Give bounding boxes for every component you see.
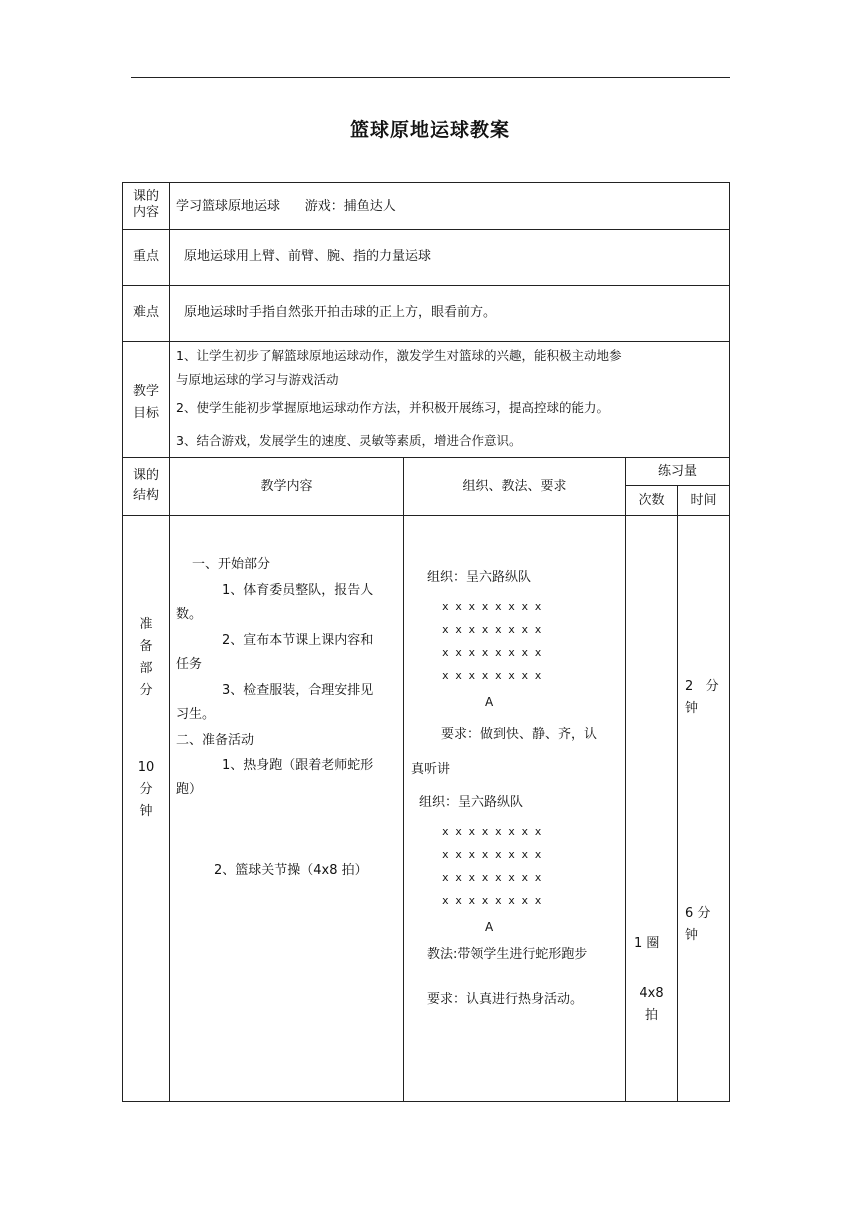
key-point-label: 重点 bbox=[132, 249, 159, 264]
times-value: 1 圈 bbox=[634, 936, 660, 951]
content-line: 跑） bbox=[176, 782, 203, 797]
content-line: 习生。 bbox=[176, 707, 216, 722]
requirement-1-line1: 要求：做到快、静、齐，认 bbox=[441, 727, 598, 742]
content-line: 一、开始部分 bbox=[192, 557, 271, 572]
goal-item: 1、让学生初步了解篮球原地运球动作，激发学生对篮球的兴趣，能积极主动地参 bbox=[176, 348, 622, 363]
section-name: 准 备 部 分 bbox=[139, 617, 153, 698]
duration-header: 时间 bbox=[690, 493, 717, 508]
organization-2: 组织：呈六路纵队 bbox=[419, 795, 524, 810]
times-value: 4x8 拍 bbox=[639, 986, 664, 1023]
lesson-content-text: 学习篮球原地运球 游戏：捕鱼达人 bbox=[176, 199, 396, 214]
difficulty-label: 难点 bbox=[132, 305, 159, 320]
duration-value: 2 分 钟 bbox=[685, 679, 719, 716]
content-line: 二、准备活动 bbox=[176, 733, 255, 748]
content-line: 任务 bbox=[176, 657, 203, 672]
formation-row: x x x x x x x x bbox=[442, 825, 542, 838]
requirement-2: 要求：认真进行热身活动。 bbox=[427, 992, 584, 1007]
times-header: 次数 bbox=[638, 493, 665, 508]
content-line: 2、宣布本节课上课内容和 bbox=[222, 633, 374, 648]
formation-row: x x x x x x x x bbox=[442, 623, 542, 636]
method-2: 教法:带领学生进行蛇形跑步 bbox=[427, 947, 588, 962]
formation-row: x x x x x x x x bbox=[442, 871, 542, 884]
formation-row: x x x x x x x x bbox=[442, 646, 542, 659]
content-line: 3、检查服装，合理安排见 bbox=[222, 683, 374, 698]
method-header: 组织、教法、要求 bbox=[462, 479, 567, 494]
requirement-1-line2: 真听讲 bbox=[411, 762, 451, 777]
goal-item: 与原地运球的学习与游戏活动 bbox=[176, 372, 339, 387]
difficulty-text: 原地运球时手指自然张开拍击球的正上方，眼看前方。 bbox=[184, 305, 497, 320]
content-line: 1、热身跑（跟着老师蛇形 bbox=[222, 758, 374, 773]
teacher-marker: A bbox=[485, 920, 494, 934]
content-label: 课的 内容 bbox=[132, 189, 159, 220]
formation-row: x x x x x x x x bbox=[442, 894, 542, 907]
formation-row: x x x x x x x x bbox=[442, 848, 542, 861]
structure-header: 课的 结构 bbox=[132, 468, 159, 503]
formation-row: x x x x x x x x bbox=[442, 669, 542, 682]
content-line: 数。 bbox=[176, 607, 203, 622]
content-line: 1、体育委员整队，报告人 bbox=[222, 583, 374, 598]
formation-row: x x x x x x x x bbox=[442, 600, 542, 613]
section-minutes: 10 分 钟 bbox=[137, 760, 155, 819]
key-point-text: 原地运球用上臂、前臂、腕、指的力量运球 bbox=[184, 249, 432, 264]
teacher-marker: A bbox=[485, 695, 494, 709]
organization-1: 组织：呈六路纵队 bbox=[427, 570, 532, 585]
goal-item: 3、结合游戏，发展学生的速度、灵敏等素质，增进合作意识。 bbox=[176, 433, 522, 448]
content-header: 教学内容 bbox=[260, 479, 313, 494]
goals-label: 教学 目标 bbox=[132, 384, 159, 421]
content-line: 2、篮球关节操（4x8 拍） bbox=[214, 863, 368, 878]
duration-value: 6 分 钟 bbox=[685, 906, 711, 943]
goal-item: 2、使学生能初步掌握原地运球动作方法，并积极开展练习，提高控球的能力。 bbox=[176, 400, 609, 415]
page-title: 篮球原地运球教案 bbox=[349, 119, 510, 141]
practice-header: 练习量 bbox=[657, 464, 697, 479]
